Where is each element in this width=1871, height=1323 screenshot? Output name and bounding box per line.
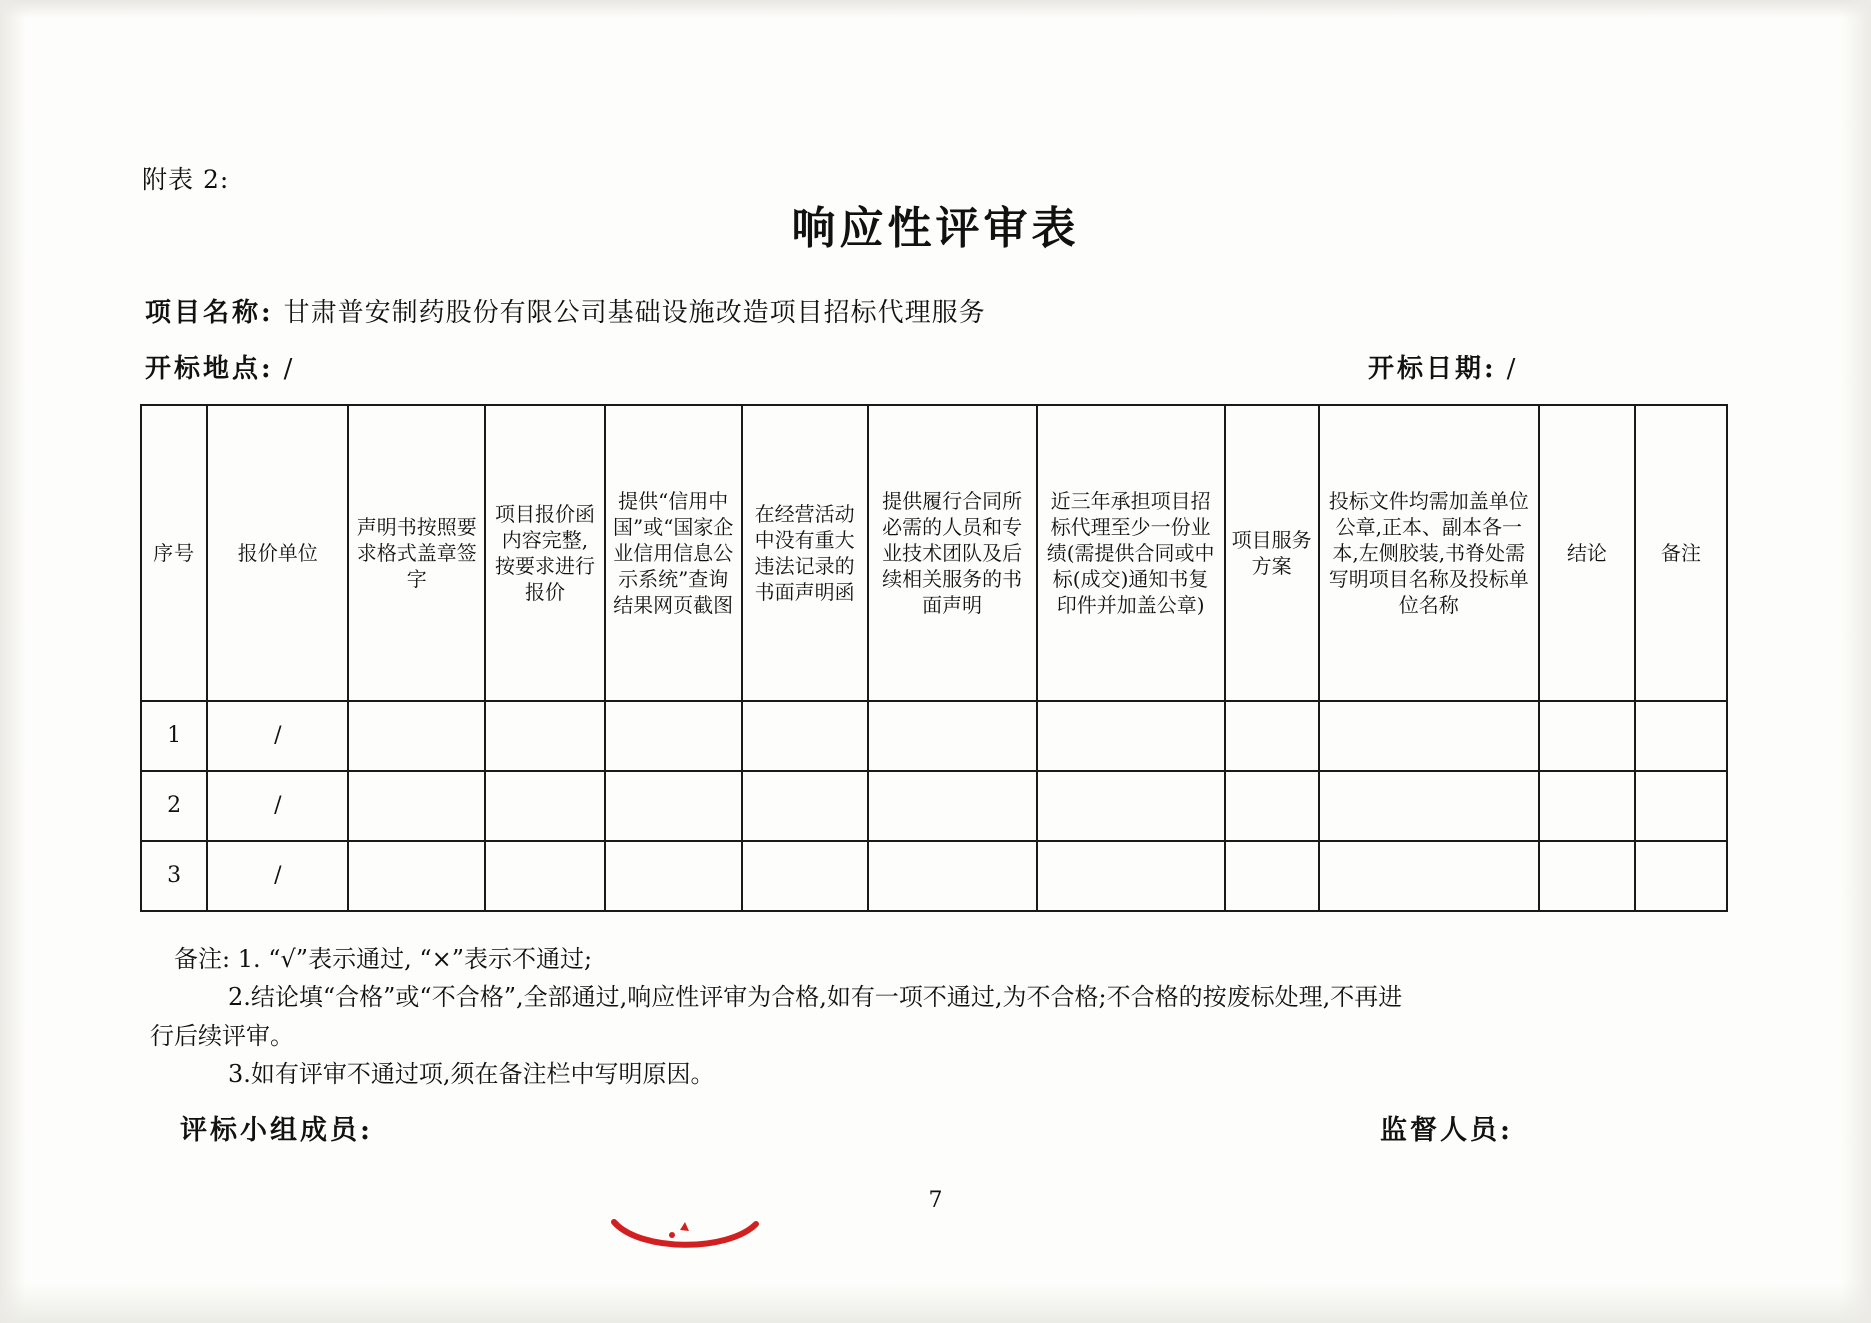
cell-no: 3 [141, 841, 207, 911]
cell-document-binding[interactable] [1319, 701, 1539, 771]
field-open-place-value: / [283, 354, 294, 384]
note-line-2-part-a: 2.结论填“合格”或“不合格”,全部通过,响应性评审为合格,如有一项不通过,为不合格;不合格的按废标处理,不再进 [228, 983, 1403, 1012]
cell-three-year-performance[interactable] [1037, 701, 1225, 771]
cell-credit-china-screenshot[interactable] [605, 841, 742, 911]
cell-remark[interactable] [1635, 701, 1727, 771]
note-line-1: 备注: 1. “√”表示通过, “×”表示不通过; [174, 945, 593, 973]
header-cell-personnel-team: 提供履行合同所必需的人员和专业技术团队及后续相关服务的书面声明 [868, 405, 1037, 701]
notes-block [150, 940, 1750, 1094]
field-open-date [1368, 348, 1516, 385]
scan-shadow-bottom [0, 1283, 1871, 1323]
table-row [141, 701, 1727, 771]
field-project-name [145, 292, 986, 329]
cell-credit-china-screenshot[interactable] [605, 701, 742, 771]
field-open-place [145, 348, 293, 385]
header-cell-service-plan: 项目服务方案 [1225, 405, 1319, 701]
cell-service-plan[interactable] [1225, 841, 1319, 911]
cell-unit: / [207, 701, 348, 771]
cell-service-plan[interactable] [1225, 771, 1319, 841]
signature-supervisor: 监督人员: [1380, 1115, 1513, 1146]
header-cell-no-major-violation: 在经营活动中没有重大违法记录的书面声明函 [742, 405, 868, 701]
cell-statement-seal[interactable] [348, 841, 485, 911]
field-open-date-value: / [1506, 354, 1517, 384]
cell-remark[interactable] [1635, 771, 1727, 841]
note-line-2 [150, 978, 1750, 1055]
header-cell-conclusion: 结论 [1539, 405, 1635, 701]
table-row [141, 841, 1727, 911]
cell-no-major-violation[interactable] [742, 701, 868, 771]
header-cell-no: 序号 [141, 405, 207, 701]
cell-statement-seal[interactable] [348, 701, 485, 771]
header-cell-three-year-performance: 近三年承担项目招标代理至少一份业绩(需提供合同或中标(成交)通知书复印件并加盖公章) [1037, 405, 1225, 701]
header-cell-statement-seal: 声明书按照要求格式盖章签字 [348, 405, 485, 701]
header-cell-unit: 报价单位 [207, 405, 348, 701]
cell-no-major-violation[interactable] [742, 771, 868, 841]
cell-unit: / [207, 841, 348, 911]
cell-document-binding[interactable] [1319, 841, 1539, 911]
page-title: 响应性评审表 [791, 203, 1080, 254]
note-line-2-part-b: 行后续评审。 [150, 1021, 294, 1050]
cell-conclusion[interactable] [1539, 701, 1635, 771]
cell-personnel-team[interactable] [868, 701, 1037, 771]
cell-unit: / [207, 771, 348, 841]
cell-statement-seal[interactable] [348, 771, 485, 841]
table-header-row [141, 405, 1727, 701]
cell-remark[interactable] [1635, 841, 1727, 911]
cell-three-year-performance[interactable] [1037, 771, 1225, 841]
field-open-place-label: 开标地点: [145, 354, 274, 384]
red-stamp-mark [610, 1218, 760, 1252]
table-row [141, 771, 1727, 841]
field-project-name-label: 项目名称: [145, 298, 274, 328]
header-cell-document-binding: 投标文件均需加盖单位公章,正本、副本各一本,左侧胶装,书脊处需写明项目名称及投标单位名称 [1319, 405, 1539, 701]
field-open-date-label: 开标日期: [1368, 354, 1497, 384]
cell-personnel-team[interactable] [868, 841, 1037, 911]
header-cell-credit-china-screenshot: 提供“信用中国”或“国家企业信用信息公示系统”查询结果网页截图 [605, 405, 742, 701]
cell-service-plan[interactable] [1225, 701, 1319, 771]
cell-no: 2 [141, 771, 207, 841]
header-cell-remark: 备注 [1635, 405, 1727, 701]
cell-conclusion[interactable] [1539, 771, 1635, 841]
scan-shadow-top [0, 0, 1871, 18]
cell-quotation-complete[interactable] [485, 841, 605, 911]
cell-no: 1 [141, 701, 207, 771]
cell-three-year-performance[interactable] [1037, 841, 1225, 911]
cell-conclusion[interactable] [1539, 841, 1635, 911]
cell-quotation-complete[interactable] [485, 701, 605, 771]
cell-quotation-complete[interactable] [485, 771, 605, 841]
cell-document-binding[interactable] [1319, 771, 1539, 841]
cell-personnel-team[interactable] [868, 771, 1037, 841]
responsiveness-review-table [140, 404, 1728, 912]
cell-credit-china-screenshot[interactable] [605, 771, 742, 841]
field-project-name-value: 甘肃普安制药股份有限公司基础设施改造项目招标代理服务 [283, 298, 986, 328]
page-number: 7 [928, 1188, 943, 1213]
header-cell-quotation-complete: 项目报价函内容完整,按要求进行报价 [485, 405, 605, 701]
signature-review-group: 评标小组成员: [180, 1115, 373, 1146]
note-line-3: 3.如有评审不通过项,须在备注栏中写明原因。 [228, 1060, 715, 1089]
attachment-label: 附表 2: [142, 165, 230, 194]
cell-no-major-violation[interactable] [742, 841, 868, 911]
